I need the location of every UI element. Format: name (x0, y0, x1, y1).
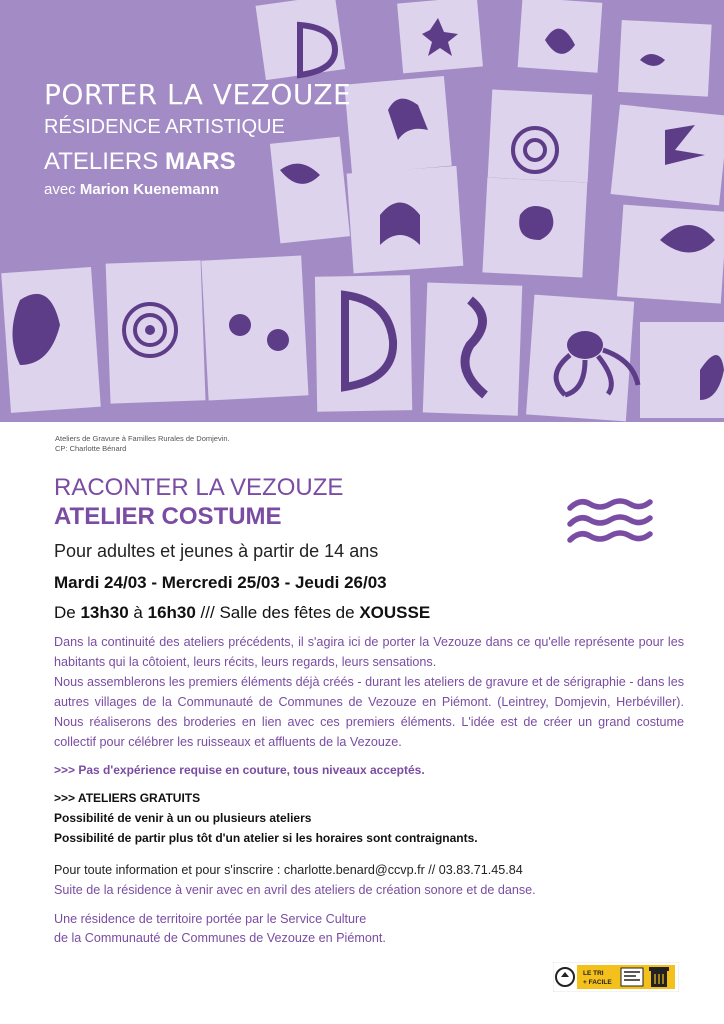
recycling-bin-icon (649, 967, 669, 987)
time-prefix: De (54, 603, 76, 622)
packaging-icon (621, 968, 643, 986)
hero-artist-line (44, 181, 351, 199)
description-paragraph-2: Nous assemblerons les premiers éléments déjà créés - durant les ateliers de gravure et de sérigraphie - dans les autres villages de la Communauté de Communes de Vezouze en Piémont. (Leintrey, Domjevin, Herbéviller). Nous réaliserons des broderies en lien avec ces premiers éléments. L'idée est de créer un grand costume collectif pour célébrer les ruisseaux et affluents de la Vezouze. (54, 675, 684, 749)
hero-with-prefix: avec (44, 181, 76, 198)
hero-banner (0, 0, 724, 422)
hero-text-block (44, 78, 351, 199)
hero-subtitle: RÉSIDENCE ARTISTIQUE (44, 116, 285, 138)
photo-caption (55, 434, 230, 454)
hero-title: PORTER LA VEZOUZE (44, 78, 352, 111)
recycling-logo (553, 962, 679, 992)
section-title: RACONTER LA VEZOUZE (54, 474, 344, 501)
possibility-note-1: Possibilité de venir à un ou plusieurs ateliers (54, 811, 312, 825)
time-start: 13h30 (80, 603, 129, 622)
description-paragraph-1: Dans la continuité des ateliers précédents, il s'agira ici de porter la Vezouze dans ce qu'elle représente pour les habitants qui la côtoient, leurs récits, leurs regards, leurs sensations. (54, 635, 684, 669)
venue-prefix: /// Salle des fêtes de (200, 603, 355, 622)
next-events-note: Suite de la résidence à venir avec en avril des ateliers de création sonore et de danse. (54, 883, 536, 897)
time-venue-line (54, 602, 684, 624)
experience-note: >>> Pas d'expérience requise en couture, tous niveaux acceptés. (54, 763, 425, 777)
time-mid: à (133, 603, 143, 622)
hero-artist-name: Marion Kuenemann (79, 181, 220, 198)
hero-photo-prints (0, 0, 724, 422)
main-content (54, 474, 684, 948)
contact-info: Pour toute information et pour s'inscrire : charlotte.benard@ccvp.fr // 03.83.71.45.84 (54, 863, 523, 877)
section-subtitle: ATELIER COSTUME (54, 503, 282, 530)
photo-caption-credit: CP: Charlotte Bénard (55, 444, 127, 453)
footer-credit-line1: Une résidence de territoire portée par le Service Culture (54, 912, 367, 926)
dates-text: Mardi 24/03 - Mercredi 25/03 - Jeudi 26/03 (54, 573, 387, 592)
photo-caption-line1: Ateliers de Gravure à Familles Rurales de Domjevin. (55, 434, 230, 443)
time-end: 16h30 (147, 603, 196, 622)
hero-ateliers-prefix: ATELIERS (44, 148, 159, 175)
hero-ateliers-heading (44, 146, 351, 178)
footer-credit (54, 910, 684, 948)
possibility-note-2: Possibilité de partir plus tôt d'un atelier si les horaires sont contraignants. (54, 831, 478, 845)
venue-name: XOUSSE (359, 603, 431, 622)
logo-label-1: LE TRI (583, 970, 604, 977)
audience-text: Pour adultes et jeunes à partir de 14 ans (54, 541, 379, 561)
footer-credit-line2: de la Communauté de Communes de Vezouze en Piémont. (54, 931, 386, 945)
logo-label-2: + FACILE (583, 979, 612, 986)
hero-ateliers-month: MARS (164, 148, 236, 175)
free-workshops-note: >>> ATELIERS GRATUITS (54, 791, 201, 805)
